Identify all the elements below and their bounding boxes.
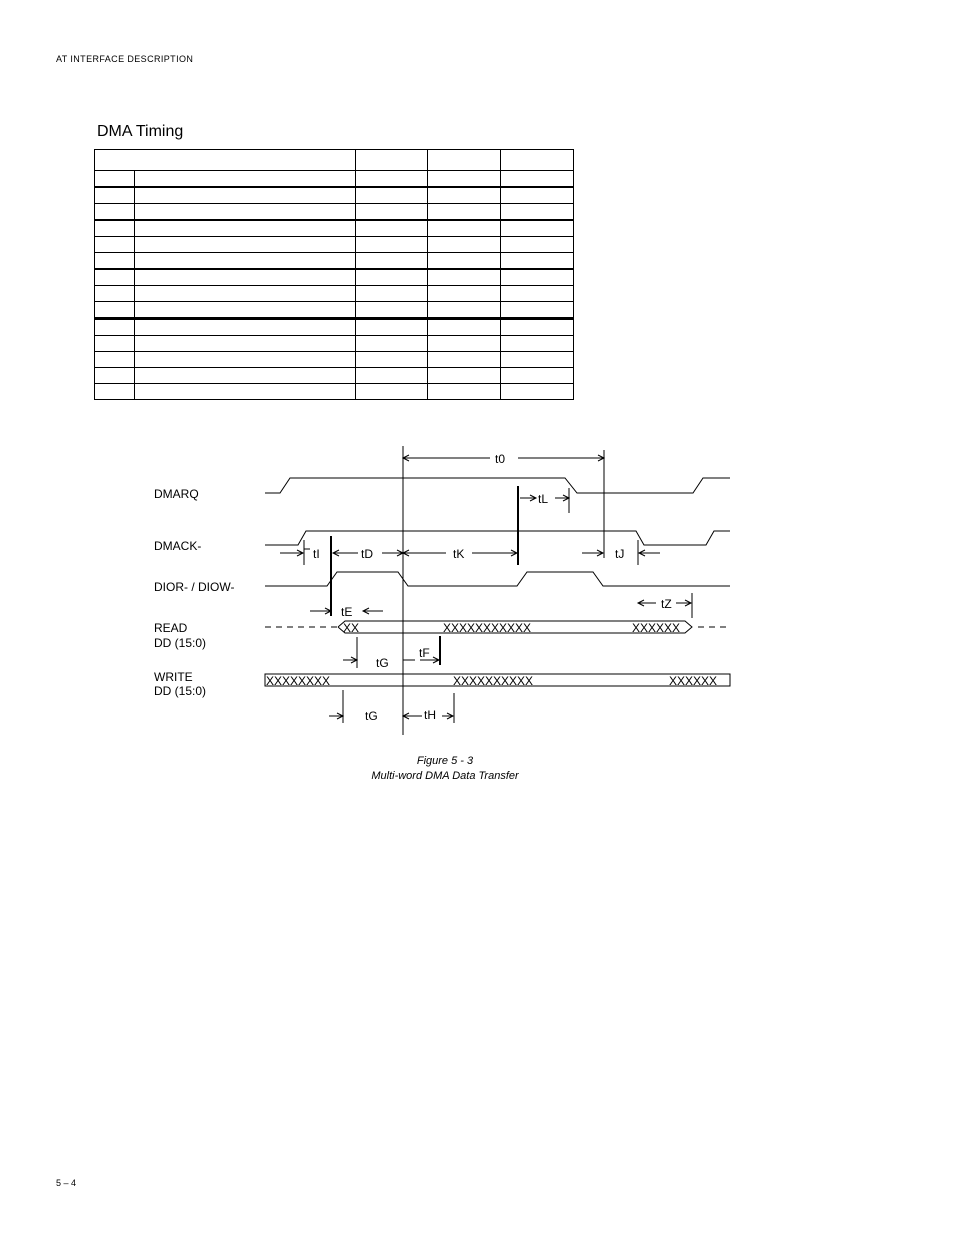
table-cell — [501, 171, 574, 188]
table-row — [95, 286, 574, 302]
table-row — [95, 319, 574, 336]
timing-label-tk: tK — [453, 547, 465, 561]
table-row — [95, 204, 574, 221]
table-cell — [501, 220, 574, 237]
table-cell — [135, 204, 356, 221]
table-row — [95, 384, 574, 400]
table-cell — [356, 204, 428, 221]
table-cell — [501, 204, 574, 221]
write-data-mark: XXXXXX — [669, 674, 718, 688]
table-cell — [428, 319, 501, 336]
timing-label-ti: tI — [313, 547, 320, 561]
table-cell — [356, 286, 428, 302]
signal-label-read-bus: DD (15:0) — [154, 636, 207, 650]
timing-label-tf: tF — [419, 646, 430, 660]
dmarq-waveform — [265, 478, 730, 493]
signal-label-dmarq: DMARQ — [154, 487, 199, 501]
table-cell — [356, 319, 428, 336]
table-cell — [95, 269, 135, 286]
running-header: AT INTERFACE DESCRIPTION — [56, 54, 194, 64]
table-row — [95, 269, 574, 286]
figure-title: Multi-word DMA Data Transfer — [371, 770, 519, 782]
table-cell — [95, 187, 135, 204]
table-cell — [356, 187, 428, 204]
table-cell — [501, 286, 574, 302]
table-cell — [428, 302, 501, 319]
table-cell — [356, 384, 428, 400]
table-cell — [135, 319, 356, 336]
read-data-mark: XXXXXX — [632, 621, 681, 635]
signal-label-write: WRITE — [154, 670, 193, 684]
table-row — [95, 187, 574, 204]
table-cell — [95, 220, 135, 237]
table-cell — [135, 269, 356, 286]
table-cell — [135, 187, 356, 204]
figure-caption — [340, 754, 550, 784]
table-cell — [95, 336, 135, 352]
table-cell — [501, 253, 574, 270]
table-cell — [95, 368, 135, 384]
table-cell — [501, 187, 574, 204]
table-cell — [356, 220, 428, 237]
table-cell — [356, 302, 428, 319]
table-cell — [356, 368, 428, 384]
table-header-cell — [356, 150, 428, 171]
dmack-waveform — [265, 531, 730, 545]
table-header-cell — [95, 150, 356, 171]
timing-label-tl: tL — [538, 492, 549, 506]
timing-diagram — [150, 440, 740, 740]
table-cell — [95, 237, 135, 253]
table-cell — [501, 352, 574, 368]
table-cell — [356, 171, 428, 188]
timing-label-tg-read: tG — [376, 656, 389, 670]
table-cell — [95, 319, 135, 336]
table-cell — [356, 352, 428, 368]
table-cell — [428, 269, 501, 286]
table-cell — [428, 286, 501, 302]
table-cell — [135, 253, 356, 270]
table-cell — [428, 237, 501, 253]
table-row — [95, 302, 574, 319]
dma-timing-table — [94, 149, 574, 400]
table-cell — [135, 237, 356, 253]
signal-label-dior-diow: DIOR- / DIOW- — [154, 580, 235, 594]
table-cell — [135, 171, 356, 188]
signal-label-read: READ — [154, 621, 188, 635]
table-header-cell — [428, 150, 501, 171]
page-number: 5 – 4 — [56, 1178, 77, 1188]
write-data-mark: XXXXXXXX — [266, 674, 331, 688]
table-row — [95, 336, 574, 352]
table-cell — [95, 204, 135, 221]
table-cell — [428, 336, 501, 352]
timing-label-te: tE — [341, 605, 353, 619]
table-cell — [501, 368, 574, 384]
table-cell — [428, 220, 501, 237]
table-cell — [428, 352, 501, 368]
table-row — [95, 368, 574, 384]
table-header-cell — [501, 150, 574, 171]
table-row — [95, 237, 574, 253]
signal-label-dmack: DMACK- — [154, 539, 202, 553]
timing-label-tj: tJ — [615, 547, 625, 561]
table-cell — [135, 302, 356, 319]
table-cell — [356, 269, 428, 286]
table-cell — [95, 253, 135, 270]
table-cell — [95, 302, 135, 319]
table-cell — [501, 237, 574, 253]
table-cell — [501, 319, 574, 336]
table-cell — [356, 253, 428, 270]
table-header-row — [95, 150, 574, 171]
timing-label-td: tD — [361, 547, 373, 561]
table-cell — [428, 368, 501, 384]
write-data-mark: XXXXXXXXXX — [453, 674, 534, 688]
table-cell — [501, 302, 574, 319]
table-cell — [428, 384, 501, 400]
timing-label-tg-write: tG — [365, 709, 378, 723]
table-cell — [356, 336, 428, 352]
table-cell — [95, 352, 135, 368]
table-row — [95, 171, 574, 188]
table-cell — [135, 384, 356, 400]
table-cell — [428, 204, 501, 221]
table-cell — [95, 286, 135, 302]
table-cell — [501, 384, 574, 400]
read-data-mark: XXXXXXXXXXX — [443, 621, 532, 635]
figure-number: Figure 5 - 3 — [416, 755, 474, 767]
timing-label-th: tH — [424, 708, 436, 722]
section-title: DMA Timing — [97, 123, 184, 140]
signal-label-write-bus: DD (15:0) — [154, 684, 207, 698]
table-cell — [356, 237, 428, 253]
table-cell — [95, 384, 135, 400]
read-data-mark: XX — [343, 621, 360, 635]
table-cell — [428, 171, 501, 188]
table-cell — [501, 336, 574, 352]
dior-diow-waveform — [265, 572, 730, 586]
table-cell — [135, 286, 356, 302]
table-cell — [428, 253, 501, 270]
table-cell — [135, 220, 356, 237]
table-cell — [135, 336, 356, 352]
table-row — [95, 253, 574, 270]
table-row — [95, 352, 574, 368]
table-cell — [135, 352, 356, 368]
table-row — [95, 220, 574, 237]
table-cell — [95, 171, 135, 188]
table-cell — [135, 368, 356, 384]
timing-label-tz: tZ — [661, 597, 672, 611]
timing-label-t0: t0 — [495, 452, 506, 466]
table-cell — [501, 269, 574, 286]
table-cell — [428, 187, 501, 204]
